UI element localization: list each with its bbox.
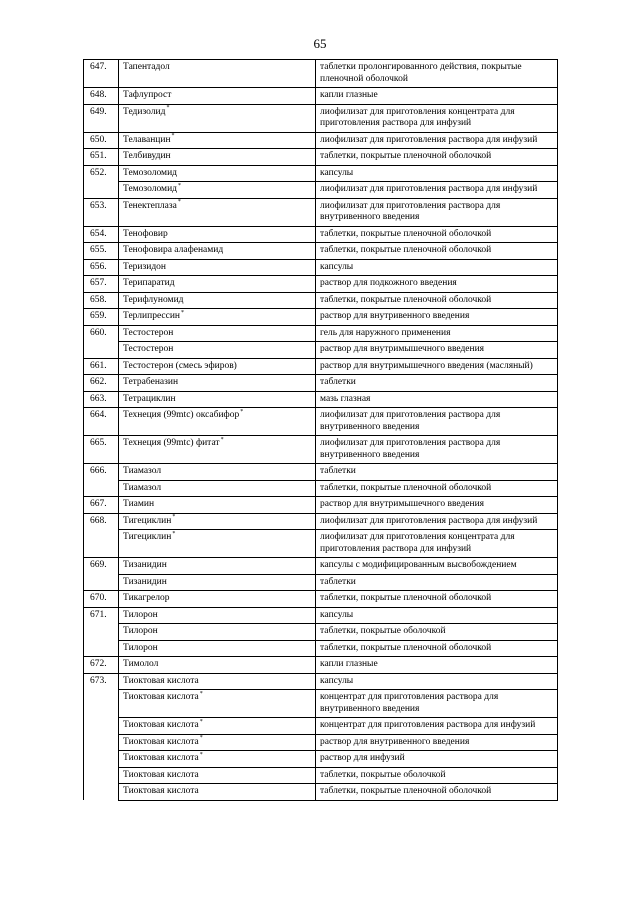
dosage-form: лиофилизат для приготовления раствора для внутривенного введения <box>316 198 558 226</box>
row-number: 654. <box>84 226 119 243</box>
drug-name: Тенофовир <box>123 228 168 239</box>
drug-name: Тетрабеназин <box>123 377 179 387</box>
drug-name: Тиоктовая кислота <box>123 786 199 796</box>
table-row <box>84 530 558 558</box>
table-row <box>84 513 558 530</box>
drug-name: Тизанидин <box>123 560 167 570</box>
dosage-form: таблетки, покрытые пленочной оболочкой <box>316 784 558 801</box>
table-row <box>84 165 558 182</box>
drug-name: Телаванцин <box>123 134 171 145</box>
table-row <box>84 497 558 514</box>
drug-name: Терлипрессин <box>123 311 180 321</box>
table-row <box>84 574 558 591</box>
drug-name-cell <box>119 165 316 182</box>
drug-name-cell <box>119 198 316 226</box>
drug-name-cell <box>119 358 316 375</box>
dosage-form: таблетки <box>316 375 558 392</box>
row-number: 660. <box>84 325 119 342</box>
row-number: 662. <box>84 375 119 392</box>
drug-name-cell <box>119 375 316 392</box>
table-row <box>84 436 558 464</box>
row-number <box>84 480 119 497</box>
drug-name: Тестостерон (смесь эфиров) <box>123 360 237 371</box>
drug-name: Тиоктовая кислота <box>123 720 199 730</box>
table-row <box>84 767 558 784</box>
dosage-form: таблетки, покрытые пленочной оболочкой <box>316 149 558 166</box>
footnote-mark: * <box>199 718 203 725</box>
footnote-mark: * <box>199 735 203 742</box>
drug-name-cell <box>119 690 316 718</box>
dosage-form: капсулы <box>316 607 558 624</box>
row-number: 672. <box>84 657 119 674</box>
dosage-form: капсулы <box>316 165 558 182</box>
dosage-form: лиофилизат для приготовления раствора для инфузий <box>316 132 558 149</box>
drug-table <box>83 59 558 801</box>
dosage-form: таблетки <box>316 464 558 481</box>
drug-name-cell <box>119 718 316 735</box>
drug-name: Технеция (99mtc) фитат <box>123 438 220 448</box>
drug-name: Темозоломид <box>123 184 177 194</box>
drug-name: Тигециклин <box>123 532 172 542</box>
table-row <box>84 690 558 718</box>
row-number: 658. <box>84 292 119 309</box>
drug-name-cell <box>119 60 316 88</box>
table-row <box>84 734 558 751</box>
table-row <box>84 292 558 309</box>
drug-name-cell <box>119 767 316 784</box>
table-row <box>84 60 558 88</box>
footnote-mark: * <box>199 751 203 758</box>
table-row <box>84 358 558 375</box>
row-number <box>84 690 119 718</box>
footnote-mark: * <box>177 182 181 189</box>
dosage-form: капсулы с модифицированным высвобождением <box>316 558 558 575</box>
drug-name: Телбивудин <box>123 151 171 161</box>
table-row <box>84 104 558 132</box>
drug-name: Технеция (99mtc) оксабифор <box>123 410 240 420</box>
table-row <box>84 309 558 326</box>
dosage-form: капсулы <box>316 673 558 690</box>
table-row <box>84 88 558 105</box>
drug-name: Тенофовира алафенамид <box>123 245 224 255</box>
drug-name-cell <box>119 292 316 309</box>
row-number <box>84 751 119 768</box>
drug-name-cell <box>119 558 316 575</box>
drug-name: Теризидон <box>123 261 166 272</box>
drug-name-cell <box>119 734 316 751</box>
dosage-form: мазь глазная <box>316 391 558 408</box>
drug-name-cell <box>119 259 316 276</box>
row-number <box>84 784 119 801</box>
dosage-form: таблетки, покрытые оболочкой <box>316 767 558 784</box>
drug-name-cell <box>119 276 316 293</box>
row-number: 668. <box>84 513 119 530</box>
row-number <box>84 624 119 641</box>
drug-name-cell <box>119 342 316 359</box>
drug-table-body <box>84 60 558 801</box>
drug-name: Тилорон <box>123 609 158 620</box>
footnote-mark: * <box>181 309 184 316</box>
drug-name: Тафлупрост <box>123 90 172 100</box>
drug-name-cell <box>119 784 316 801</box>
drug-name-cell <box>119 497 316 514</box>
table-row <box>84 276 558 293</box>
drug-name-cell <box>119 640 316 657</box>
dosage-form: таблетки <box>316 574 558 591</box>
page-number: 65 <box>313 36 327 51</box>
row-number <box>84 574 119 591</box>
dosage-form: таблетки, покрытые пленочной оболочкой <box>316 292 558 309</box>
drug-name-cell <box>119 88 316 105</box>
drug-name-cell <box>119 436 316 464</box>
row-number: 667. <box>84 497 119 514</box>
footnote-mark: * <box>172 514 176 521</box>
dosage-form: гель для наружного применения <box>316 325 558 342</box>
table-row <box>84 624 558 641</box>
dosage-form: таблетки, покрытые пленочной оболочкой <box>316 226 558 243</box>
table-row <box>84 591 558 608</box>
drug-name-cell <box>119 104 316 132</box>
table-row <box>84 558 558 575</box>
dosage-form: лиофилизат для приготовления концентрата для приготовления раствора для инфузий <box>316 530 558 558</box>
row-number: 649. <box>84 104 119 132</box>
drug-name-cell <box>119 408 316 436</box>
table-row <box>84 149 558 166</box>
drug-name: Терипаратид <box>123 278 175 288</box>
drug-name-cell <box>119 391 316 408</box>
table-row <box>84 657 558 674</box>
row-number: 664. <box>84 408 119 436</box>
row-number: 663. <box>84 391 119 408</box>
table-row <box>84 226 558 243</box>
footnote-mark: * <box>177 199 181 206</box>
drug-name: Тиамазол <box>123 466 162 476</box>
drug-name-cell <box>119 624 316 641</box>
drug-name-cell <box>119 149 316 166</box>
dosage-form: капсулы <box>316 259 558 276</box>
dosage-form: лиофилизат для приготовления концентрата для приготовления раствора для инфузий <box>316 104 558 132</box>
dosage-form: раствор для инфузий <box>316 751 558 768</box>
row-number: 650. <box>84 132 119 149</box>
dosage-form: раствор для внутримышечного введения (масляный) <box>316 358 558 375</box>
footnote-mark: * <box>240 408 244 415</box>
table-row <box>84 480 558 497</box>
table-row <box>84 464 558 481</box>
footnote-mark: * <box>199 690 203 697</box>
drug-name-cell <box>119 673 316 690</box>
drug-name-cell <box>119 574 316 591</box>
drug-name: Тиоктовая кислота <box>123 753 199 763</box>
footnote-mark: * <box>166 105 170 112</box>
row-number: 673. <box>84 673 119 690</box>
footnote-mark: * <box>171 133 175 140</box>
table-row <box>84 259 558 276</box>
dosage-form: капли глазные <box>316 657 558 674</box>
row-number: 656. <box>84 259 119 276</box>
drug-name: Темозоломид <box>123 167 177 178</box>
drug-name-cell <box>119 480 316 497</box>
table-row <box>84 375 558 392</box>
dosage-form: концентрат для приготовления раствора для внутривенного введения <box>316 690 558 718</box>
table-row <box>84 132 558 149</box>
dosage-form: таблетки, покрытые пленочной оболочкой <box>316 243 558 260</box>
dosage-form: лиофилизат для приготовления раствора для инфузий <box>316 513 558 530</box>
dosage-form: таблетки, покрытые пленочной оболочкой <box>316 640 558 657</box>
table-row <box>84 243 558 260</box>
drug-name-cell <box>119 657 316 674</box>
row-number <box>84 767 119 784</box>
drug-name-cell <box>119 751 316 768</box>
table-row <box>84 342 558 359</box>
table-row <box>84 325 558 342</box>
table-row <box>84 391 558 408</box>
table-row <box>84 408 558 436</box>
row-number: 671. <box>84 607 119 624</box>
row-number: 661. <box>84 358 119 375</box>
drug-name: Тетрациклин <box>123 393 176 404</box>
dosage-form: лиофилизат для приготовления раствора для инфузий <box>316 182 558 199</box>
dosage-form: лиофилизат для приготовления раствора для внутривенного введения <box>316 408 558 436</box>
drug-name: Тилорон <box>123 626 158 636</box>
dosage-form: раствор для внутримышечного введения <box>316 497 558 514</box>
row-number <box>84 640 119 657</box>
drug-name: Тенектеплаза <box>123 200 177 211</box>
drug-name: Тиоктовая кислота <box>123 692 199 702</box>
drug-name: Тиоктовая кислота <box>123 736 199 747</box>
dosage-form: концентрат для приготовления раствора для инфузий <box>316 718 558 735</box>
drug-name: Тигециклин <box>123 515 172 526</box>
row-number: 647. <box>84 60 119 88</box>
drug-name: Тиоктовая кислота <box>123 675 199 686</box>
row-number <box>84 718 119 735</box>
dosage-form: таблетки, покрытые пленочной оболочкой <box>316 591 558 608</box>
row-number: 652. <box>84 165 119 182</box>
dosage-form: лиофилизат для приготовления раствора для внутривенного введения <box>316 436 558 464</box>
drug-name: Тиоктовая кислота <box>123 769 199 780</box>
row-number: 655. <box>84 243 119 260</box>
drug-name-cell <box>119 591 316 608</box>
table-row <box>84 607 558 624</box>
row-number <box>84 530 119 558</box>
dosage-form: раствор для подкожного введения <box>316 276 558 293</box>
table-row <box>84 198 558 226</box>
drug-name: Тапентадол <box>123 62 170 72</box>
dosage-form: раствор для внутримышечного введения <box>316 342 558 359</box>
row-number: 669. <box>84 558 119 575</box>
drug-name-cell <box>119 530 316 558</box>
row-number: 657. <box>84 276 119 293</box>
row-number: 653. <box>84 198 119 226</box>
drug-name: Тестостерон <box>123 327 174 338</box>
footnote-mark: * <box>172 530 176 537</box>
drug-name: Тимолол <box>123 659 159 669</box>
dosage-form: капли глазные <box>316 88 558 105</box>
drug-name: Тедизолид <box>123 106 166 117</box>
drug-name-cell <box>119 182 316 199</box>
dosage-form: таблетки, покрытые пленочной оболочкой <box>316 480 558 497</box>
row-number: 659. <box>84 309 119 326</box>
drug-name: Тиамин <box>123 499 155 509</box>
dosage-form: раствор для внутривенного введения <box>316 734 558 751</box>
drug-name-cell <box>119 325 316 342</box>
row-number: 651. <box>84 149 119 166</box>
table-row <box>84 640 558 657</box>
drug-name: Тестостерон <box>123 344 174 354</box>
drug-name-cell <box>119 132 316 149</box>
row-number <box>84 734 119 751</box>
row-number: 670. <box>84 591 119 608</box>
table-row <box>84 718 558 735</box>
drug-name-cell <box>119 226 316 243</box>
footnote-mark: * <box>220 436 224 443</box>
drug-name: Тикагрелор <box>123 593 170 603</box>
drug-name: Тиамазол <box>123 482 162 493</box>
dosage-form: раствор для внутривенного введения <box>316 309 558 326</box>
table-row <box>84 182 558 199</box>
row-number <box>84 342 119 359</box>
drug-name-cell <box>119 309 316 326</box>
row-number: 648. <box>84 88 119 105</box>
row-number <box>84 182 119 199</box>
table-row <box>84 784 558 801</box>
drug-name-cell <box>119 513 316 530</box>
dosage-form: таблетки пролонгированного действия, покрытые пленочной оболочкой <box>316 60 558 88</box>
drug-name: Тилорон <box>123 642 158 653</box>
drug-name-cell <box>119 243 316 260</box>
drug-name: Терифлуномид <box>123 294 184 305</box>
table-row <box>84 751 558 768</box>
dosage-form: таблетки, покрытые оболочкой <box>316 624 558 641</box>
drug-name-cell <box>119 464 316 481</box>
drug-name-cell <box>119 607 316 624</box>
row-number: 665. <box>84 436 119 464</box>
table-row <box>84 673 558 690</box>
row-number: 666. <box>84 464 119 481</box>
drug-name: Тизанидин <box>123 576 167 587</box>
